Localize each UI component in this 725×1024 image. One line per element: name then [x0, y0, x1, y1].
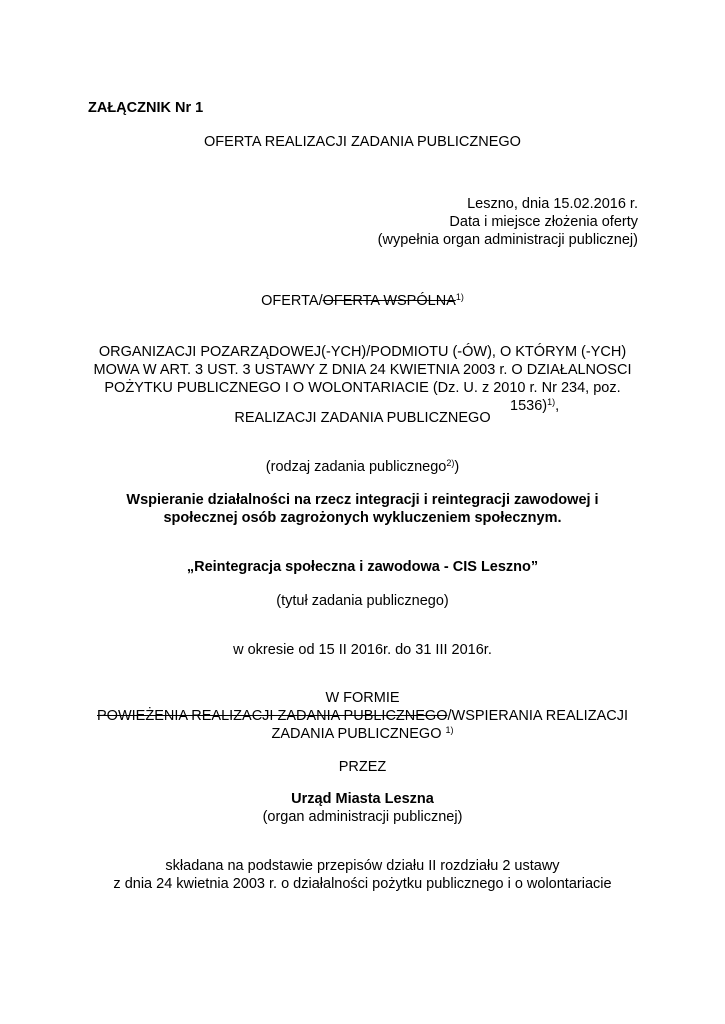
authority-label: (organ administracji publicznej)	[262, 809, 463, 825]
task-kind-label-text: (rodzaj zadania publicznego	[265, 459, 447, 475]
period-line: w okresie od 15 II 2016r. do 31 III 2016r.	[233, 642, 492, 658]
form-line-3-text: ZADANIA PUBLICZNEGO	[271, 726, 442, 742]
submission-place-date: Leszno, dnia 15.02.2016 r.	[467, 196, 638, 212]
legal-basis-line-2: z dnia 24 kwietnia 2003 r. o działalności pożytku publicznego i o wolontariacie	[113, 876, 612, 892]
authority-name: Urząd Miasta Leszna	[291, 791, 434, 807]
task-kind-label	[0, 458, 725, 476]
form-line-3	[0, 725, 725, 743]
form-title: OFERTA REALIZACJI ZADANIA PUBLICZNEGO	[204, 134, 521, 150]
footnote-marker: 1)	[445, 725, 454, 735]
form-struck-option: POWIEŻENIA REALIZACJI ZADANIA PUBLICZNEGO	[97, 708, 448, 724]
footnote-marker: 1)	[455, 292, 464, 302]
form-line-2	[0, 707, 725, 725]
offer-type-prefix: OFERTA/	[261, 293, 323, 309]
offer-type-line	[0, 292, 725, 310]
organization-line-2: MOWA W ART. 3 UST. 3 USTAWY Z DNIA 24 KWIETNIA 2003 r. O DZIAŁALNOSCI	[93, 362, 632, 378]
form-selected-option: /WSPIERANIA REALIZACJI	[447, 708, 628, 724]
task-kind-value-line-1: Wspieranie działalności na rzecz integracji i reintegracji zawodowej i	[126, 492, 599, 508]
form-heading: W FORMIE	[325, 690, 400, 706]
organization-line-3: POŻYTKU PUBLICZNEGO I O WOLONTARIACIE (Dz. U. z 2010 r. Nr 234, poz.	[104, 380, 621, 396]
organization-line-5: REALIZACJI ZADANIA PUBLICZNEGO	[234, 410, 491, 426]
offer-type-struck: OFERTA WSPÓLNA	[322, 293, 456, 309]
submission-note: (wypełnia organ administracji publicznej)	[377, 232, 638, 248]
task-kind-label-close: )	[454, 459, 460, 475]
annex-heading: ZAŁĄCZNIK Nr 1	[88, 100, 204, 116]
footnote-marker: 1)	[547, 397, 556, 407]
organization-citation-end: 1536)	[510, 398, 548, 414]
by-heading: PRZEZ	[338, 759, 387, 775]
task-title-label: (tytuł zadania publicznego)	[276, 593, 449, 609]
organization-line-4-suffix: ,	[555, 398, 560, 414]
footnote-marker: 2)	[446, 458, 455, 468]
task-kind-value-line-2: społecznej osób zagrożonych wykluczeniem społecznym.	[163, 510, 562, 526]
legal-basis-line-1: składana na podstawie przepisów działu II rozdziału 2 ustawy	[165, 858, 560, 874]
organization-line-1: ORGANIZACJI POZARZĄDOWEJ(-YCH)/PODMIOTU (-ÓW), O KTÓRYM (-YCH)	[98, 344, 627, 360]
submission-label: Data i miejsce złożenia oferty	[449, 214, 638, 230]
task-title-value: „Reintegracja społeczna i zawodowa - CIS Leszno”	[186, 559, 539, 575]
